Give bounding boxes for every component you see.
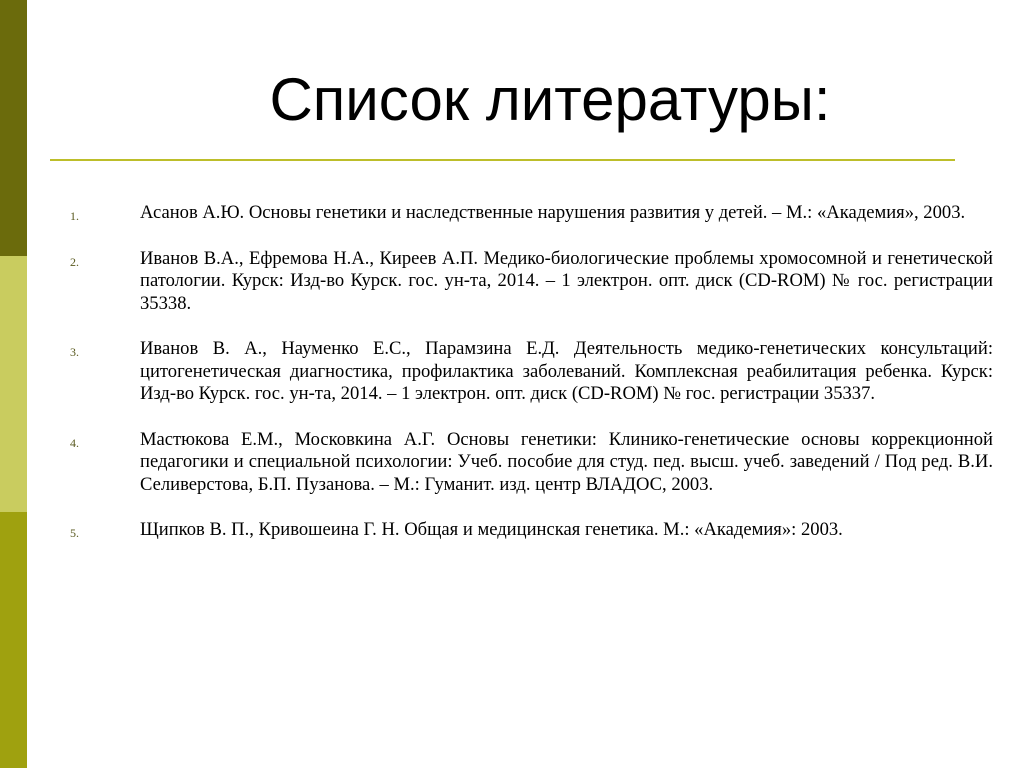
reference-list <box>70 202 993 542</box>
reference-number: 4. <box>70 435 79 450</box>
reference-text: Асанов А.Ю. Основы генетики и наследственные нарушения развития у детей. – М.: «Академия», 2003. <box>140 202 966 223</box>
reference-text: Мастюкова Е.М., Московкина А.Г. Основы генетики: Клинико-генетические основы коррекционной педагогики и специальной психологии: Учеб. пособие для студ. пед. высш. учеб. заведений / Под ред. В.И. Селиверстова, Б.П. Пузанова. – М.: Гуманит. изд. центр ВЛАДОС, 2003. <box>140 428 993 495</box>
side-accent-bar-bottom <box>0 512 27 768</box>
reference-item <box>70 338 993 406</box>
side-accent-bar-middle <box>0 256 27 512</box>
title-divider <box>50 159 955 161</box>
reference-item <box>70 202 993 225</box>
reference-number: 3. <box>70 345 79 359</box>
reference-text: Иванов В. А., Науменко Е.С., Парамзина Е.Д. Деятельность медико-генетических консультаций: цитогенетическая диагностика, профилактика заболеваний. Комплексная реабилитация ребенка. Курск: Изд-во Курск. гос. ун-та, 2014. – 1 электрон. опт. диск (CD-ROM) № гос. регистрации 35337. <box>140 338 993 404</box>
reference-text: Щипков В. П., Кривошеина Г. Н. Общая и медицинская генетика. М.: «Академия»: 2003. <box>140 519 843 540</box>
reference-item <box>70 248 993 316</box>
reference-item <box>70 519 993 542</box>
reference-item <box>70 429 993 497</box>
slide-title: Список литературы: <box>269 66 831 133</box>
reference-number: 5. <box>70 526 79 540</box>
reference-number: 1. <box>70 209 79 223</box>
reference-text: Иванов В.А., Ефремова Н.А., Киреев А.П. Медико-биологические проблемы хромосомной и генетической патологии. Курск: Изд-во Курск. гос. ун-та, 2014. – 1 электрон. опт. диск (CD-ROM) № гос. регистрации 35338. <box>140 247 993 314</box>
reference-number: 2. <box>70 254 79 269</box>
